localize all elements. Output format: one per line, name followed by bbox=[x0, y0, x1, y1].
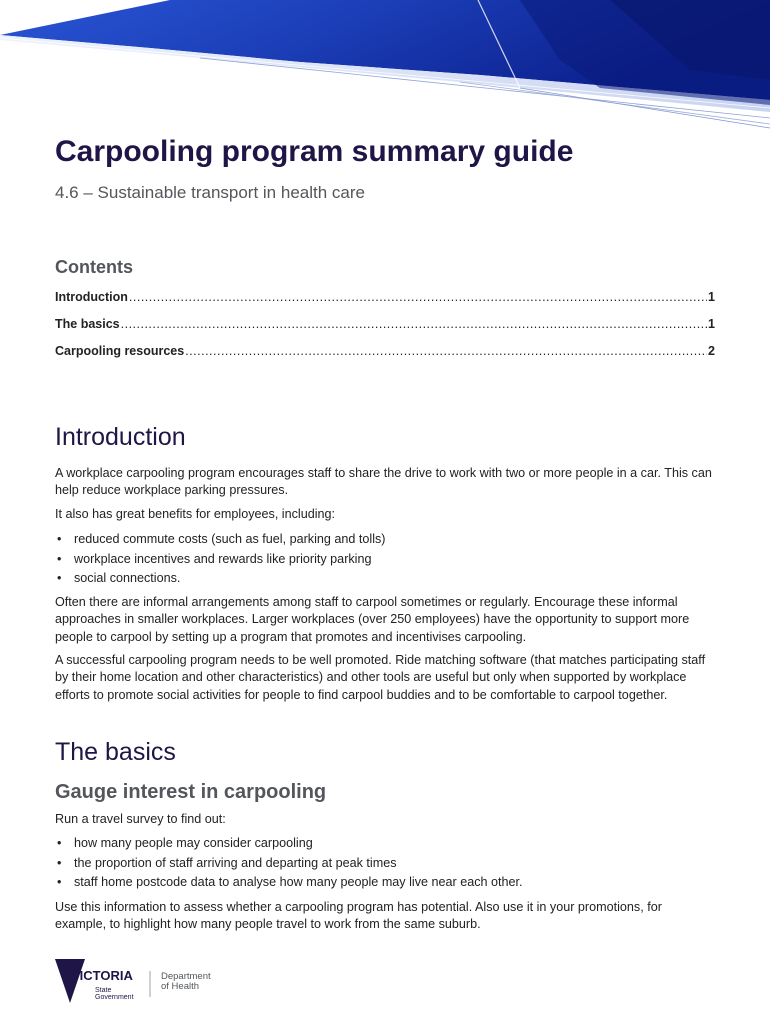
list-item: • the proportion of staff arriving and departing at peak times bbox=[55, 854, 715, 874]
toc-entry-page: 1 bbox=[708, 290, 715, 304]
toc-entry-label: The basics bbox=[55, 317, 120, 331]
introduction-paragraph-3: Often there are informal arrangements among staff to carpool sometimes or regularly. Encourage these informal approaches in smaller workplaces. Larger workplaces (over 250 employees) have the opportunity to support more people to carpool by setting up a program that promotes and incentivises carpooling. bbox=[55, 595, 690, 644]
header-banner bbox=[0, 0, 770, 135]
toc-entry-introduction[interactable] bbox=[55, 290, 715, 317]
bullet-icon: • bbox=[57, 551, 62, 566]
introduction-paragraph-1: A workplace carpooling program encourages staff to share the drive to work with two or more people in a car. This can help reduce workplace parking pressures. bbox=[55, 466, 712, 498]
basics-survey-list bbox=[55, 834, 715, 893]
bullet-icon: • bbox=[57, 571, 62, 585]
toc-entry-page: 1 bbox=[708, 317, 715, 331]
logo-sub-government: Government bbox=[95, 994, 134, 1001]
list-item: • how many people may consider carpooling bbox=[55, 834, 715, 854]
basics-paragraph-1: Run a travel survey to find out: bbox=[55, 812, 226, 826]
toc-entry-the-basics[interactable] bbox=[55, 317, 715, 344]
basics-subheading: Gauge interest in carpooling bbox=[55, 781, 327, 803]
introduction-benefits-list bbox=[55, 530, 715, 589]
bullet-icon: • bbox=[57, 855, 62, 870]
toc-leader-dots bbox=[185, 344, 707, 358]
toc-leader-dots bbox=[129, 290, 707, 304]
document-title: Carpooling program summary guide bbox=[55, 135, 574, 168]
list-item: • reduced commute costs (such as fuel, parking and tolls) bbox=[55, 530, 715, 550]
toc-entry-label: Carpooling resources bbox=[55, 344, 185, 358]
logo-wordmark: VICTORIA bbox=[71, 968, 133, 983]
contents-heading: Contents bbox=[55, 257, 133, 277]
toc-leader-dots bbox=[121, 317, 707, 331]
document-subtitle: 4.6 – Sustainable transport in health care bbox=[55, 183, 365, 202]
introduction-paragraph-2: It also has great benefits for employees, including: bbox=[55, 507, 336, 521]
bullet-icon: • bbox=[57, 836, 62, 850]
basics-heading: The basics bbox=[55, 738, 176, 766]
list-item: • workplace incentives and rewards like priority parking bbox=[55, 550, 715, 570]
list-item: • social connections. bbox=[55, 569, 715, 589]
basics-paragraph-2: Use this information to assess whether a carpooling program has potential. Also use it in your promotions, for example, to highlight how many people travel to work from the same suburb. bbox=[55, 900, 662, 932]
table-of-contents bbox=[55, 290, 715, 371]
toc-entry-carpooling-resources[interactable] bbox=[55, 344, 715, 371]
department-line-1: Department bbox=[161, 971, 211, 982]
logo-sub-state: State bbox=[95, 987, 112, 994]
introduction-heading: Introduction bbox=[55, 423, 186, 451]
toc-entry-page: 2 bbox=[708, 344, 715, 358]
toc-entry-label: Introduction bbox=[55, 290, 128, 304]
list-item: • staff home postcode data to analyse how many people may live near each other. bbox=[55, 873, 715, 893]
introduction-paragraph-4: A successful carpooling program needs to be well promoted. Ride matching software (that matches participating staff by their home location and other characteristics) and other tools are useful but only when supported by workplace efforts to promote social activities for people to find carpool buddies and to be comfortable to carpool together. bbox=[55, 653, 706, 702]
victoria-government-logo bbox=[55, 955, 255, 1005]
bullet-icon: • bbox=[57, 875, 62, 889]
bullet-icon: • bbox=[57, 532, 62, 546]
department-line-2: of Health bbox=[161, 981, 200, 992]
